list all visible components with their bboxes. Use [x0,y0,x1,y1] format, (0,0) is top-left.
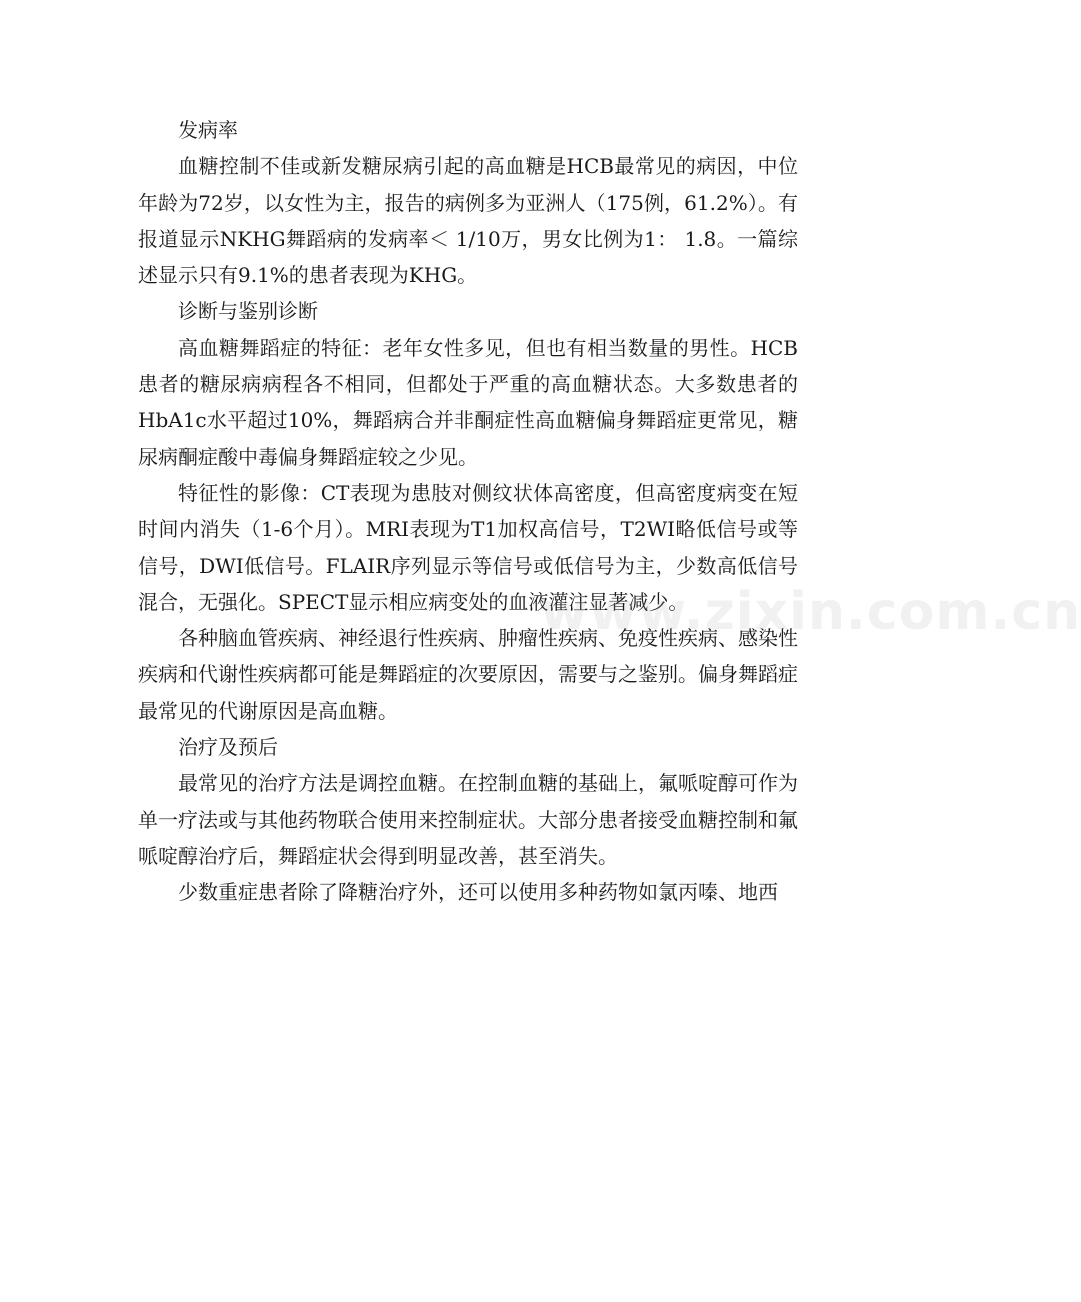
paragraph-clinical-features: 高血糖舞蹈症的特征：老年女性多见，但也有相当数量的男性。HCB患者的糖尿病病程各不相同，但都处于严重的高血糖状态。大多数患者的HbA1c水平超过10%，舞蹈病合并非酮症性高血糖偏身舞蹈症更常见，糖尿病酮症酸中毒偏身舞蹈症较之少见。 [138,335,798,469]
section-heading-treatment: 治疗及预后 [178,735,278,760]
paragraph-treatment: 最常见的治疗方法是调控血糖。在控制血糖的基础上，氟哌啶醇可作为单一疗法或与其他药物联合使用来控制症状。大部分患者接受血糖控制和氟哌啶醇治疗后，舞蹈症状会得到明显改善，甚至消失。 [138,771,798,868]
paragraph-differential-diagnosis: 各种脑血管疾病、神经退行性疾病、肿瘤性疾病、免疫性疾病、感染性疾病和代谢性疾病都可能是舞蹈症的次要原因，需要与之鉴别。偏身舞蹈症最常见的代谢原因是高血糖。 [138,626,798,723]
watermark: www.zixin.com.cn [540,582,1081,642]
section-heading-diagnosis: 诊断与鉴别诊断 [178,299,318,324]
paragraph-incidence: 血糖控制不佳或新发糖尿病引起的高血糖是HCB最常见的病因，中位年龄为72岁，以女性为主，报告的病例多为亚洲人（175例，61.2%）。有报道显示NKHG舞蹈病的发病率＜ 1/10万，男女比例为1： 1.8。一篇综述显示只有9.1%的患者表现为KHG。 [138,154,798,288]
section-heading-incidence: 发病率 [178,118,238,142]
paragraph-imaging-features: 特征性的影像：CT表现为患肢对侧纹状体高密度，但高密度病变在短时间内消失（1-6个月）。MRI表现为T1加权高信号，T2WI略低信号或等信号，DWI低信号。FLAIR序列显示等信号或低信号为主，少数高低信号混合，无强化。SPECT显示相应病变处的血液灌注显著减少。 [138,480,798,614]
paragraph-severe-cases: 少数重症患者除了降糖治疗外，还可以使用多种药物如氯丙嗪、地西 [178,880,778,905]
document-body [138,112,798,911]
